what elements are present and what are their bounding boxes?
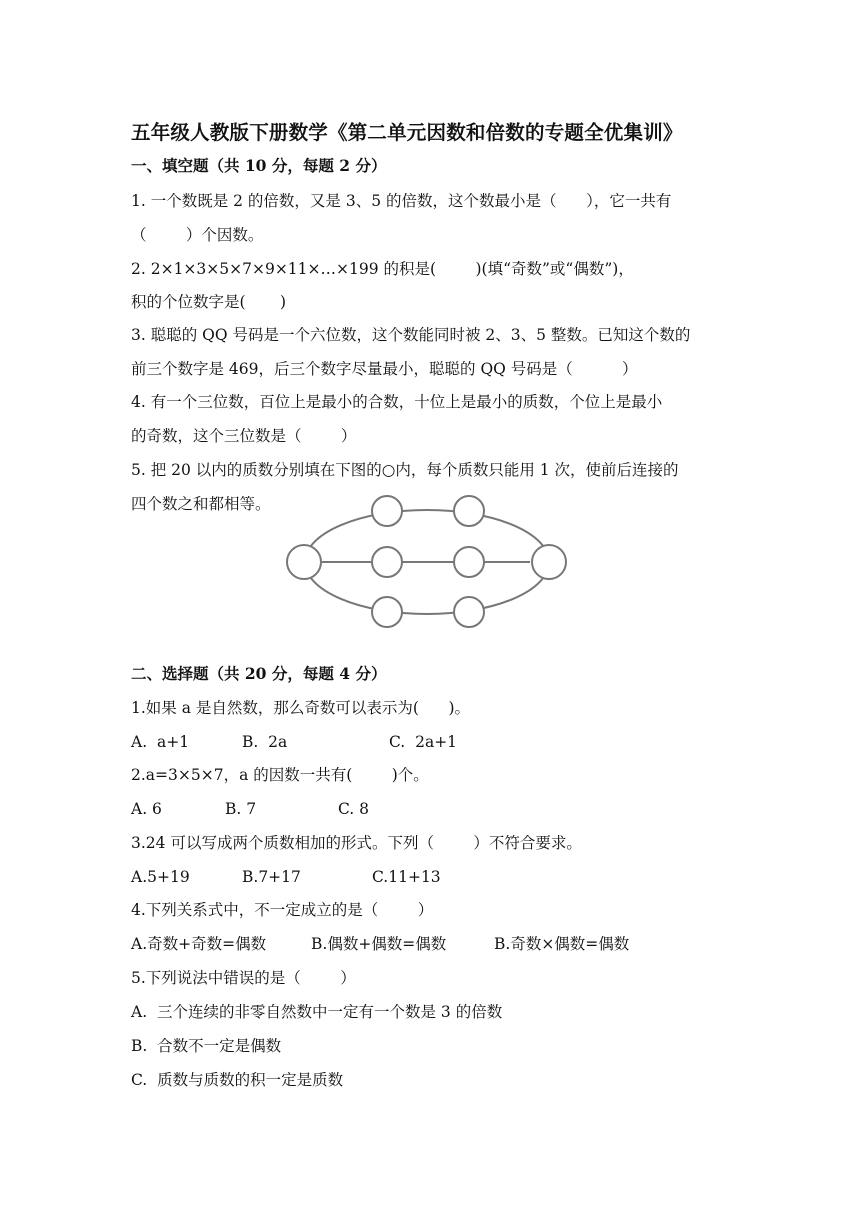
mc-q4-option-c: B.奇数×偶数=偶数 <box>494 935 630 953</box>
circle-top-right <box>454 496 484 526</box>
circle-top-left <box>372 496 402 526</box>
question-3-line-1: 3. 聪聪的 QQ 号码是一个六位数，这个数能同时被 2、3、5 整数。已知这个数的 <box>131 326 691 344</box>
section-heading-fill-blank: 一、填空题（共 10 分，每题 2 分） <box>131 156 387 175</box>
mc-q2-option-a: A. 6 <box>131 800 162 818</box>
mc-question-2: 2.a=3×5×7，a 的因数一共有( )个。 <box>131 766 429 784</box>
question-2-line-1: 2. 2×1×3×5×7×9×11×…×199 的积是( )(填“奇数”或“偶数”)， <box>131 260 634 278</box>
question-1-line-1: 1. 一个数既是 2 的倍数，又是 3、5 的倍数，这个数最小是（ ），它一共有 <box>131 192 672 210</box>
question-2-line-2: 积的个位数字是( ) <box>131 293 287 311</box>
mc-question-3: 3.24 可以写成两个质数相加的形式。下列（ ）不符合要求。 <box>131 834 582 852</box>
mc-q4-option-a: A.奇数+奇数=偶数 <box>131 935 267 953</box>
circle-left <box>287 545 321 579</box>
mc-q2-option-c: C. 8 <box>338 800 370 818</box>
mc-q1-option-a: A. a+1 <box>131 733 190 751</box>
mc-q3-option-c: C.11+13 <box>372 868 441 886</box>
mc-q3-option-a: A.5+19 <box>131 868 190 886</box>
mc-q1-option-b: B. 2a <box>242 733 288 751</box>
question-1-line-2: （ ）个因数。 <box>131 226 264 244</box>
circle-bottom-left <box>372 597 402 627</box>
mc-q4-option-b: B.偶数+偶数=偶数 <box>311 935 447 953</box>
mc-q3-option-b: B.7+17 <box>242 868 301 886</box>
mc-q5-option-b: B. 合数不一定是偶数 <box>131 1037 282 1055</box>
mc-q1-option-c: C. 2a+1 <box>389 733 458 751</box>
circle-middle-right <box>454 547 484 577</box>
mc-question-1: 1.如果 a 是自然数，那么奇数可以表示为( )。 <box>131 699 471 717</box>
section-heading-multiple-choice: 二、选择题（共 20 分，每题 4 分） <box>131 664 387 683</box>
question-5-line-1: 5. 把 20 以内的质数分别填在下图的○内，每个质数只能用 1 次，使前后连接的 <box>131 461 679 479</box>
mc-q2-option-b: B. 7 <box>225 800 257 818</box>
circle-middle-left <box>372 547 402 577</box>
question-3-line-2: 前三个数字是 469，后三个数字尽量最小，聪聪的 QQ 号码是（ ） <box>131 360 638 378</box>
question-4-line-1: 4. 有一个三位数，百位上是最小的合数，十位上是最小的质数，个位上是最小 <box>131 393 663 411</box>
mc-q5-option-c: C. 质数与质数的积一定是质数 <box>131 1071 344 1089</box>
circle-bottom-right <box>454 597 484 627</box>
question-4-line-2: 的奇数，这个三位数是（ ） <box>131 427 357 445</box>
question-5-line-2: 四个数之和都相等。 <box>131 495 271 513</box>
mc-q5-option-a: A. 三个连续的非零自然数中一定有一个数是 3 的倍数 <box>131 1003 503 1021</box>
document-title: 五年级人教版下册数学《第二单元因数和倍数的专题全优集训》 <box>131 121 683 144</box>
mc-question-4: 4.下列关系式中，不一定成立的是（ ） <box>131 901 434 919</box>
circle-right <box>532 545 566 579</box>
prime-circle-diagram <box>286 495 568 633</box>
mc-question-5: 5.下列说法中错误的是（ ） <box>131 969 356 987</box>
